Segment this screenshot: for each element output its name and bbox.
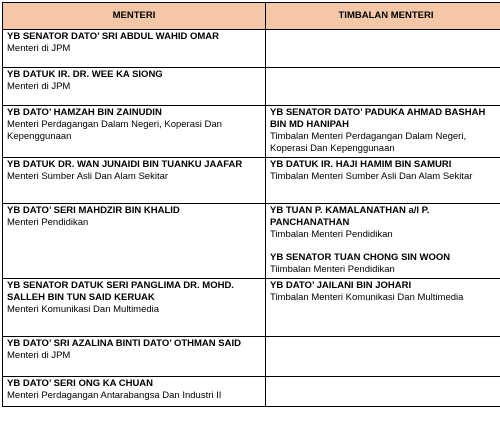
deputy-position: Timbalan Menteri Komunikasi Dan Multimedia: [270, 292, 464, 303]
deputy-position: Timbalan Menteri Pendidikan: [270, 229, 393, 240]
deputy-position: Timbalan Menteri Sumber Asli Dan Alam Sekitar: [270, 171, 473, 182]
deputy-position: Timbalan Menteri Perdagangan Dalam Negeri, Koperasi Dan Kepenggunaan: [270, 131, 467, 154]
deputy-name: YB SENATOR DATO’ PADUKA AHMAD BASHAH BIN MD HANIPAH: [270, 107, 486, 130]
menteri-cell: [3, 337, 266, 377]
deputy-name: YB DATUK IR. HAJI HAMIM BIN SAMURI: [270, 159, 452, 170]
minister-position: Menteri Perdagangan Dalam Negeri, Koperasi Dan Kepenggunaan: [7, 119, 222, 142]
table-row: [3, 68, 500, 106]
minister-position: Menteri Perdagangan Antarabangsa Dan Industri II: [7, 390, 222, 401]
minister-name: YB SENATOR DATUK SERI PANGLIMA DR. MOHD. SALLEH BIN TUN SAID KERUAK: [7, 280, 234, 303]
timbalan-cell: [266, 30, 500, 68]
minister-position: Menteri di JPM: [7, 81, 71, 92]
menteri-cell: [3, 279, 266, 337]
timbalan-cell: [266, 204, 500, 279]
table-row: [3, 30, 500, 68]
timbalan-cell: [266, 337, 500, 377]
table-row: [3, 377, 500, 407]
timbalan-cell: [266, 158, 500, 204]
timbalan-cell: [266, 68, 500, 106]
timbalan-cell: [266, 106, 500, 158]
timbalan-cell: [266, 377, 500, 407]
minister-name: YB SENATOR DATO’ SRI ABDUL WAHID OMAR: [7, 31, 220, 42]
minister-position: Menteri di JPM: [7, 43, 71, 54]
minister-position: Menteri Pendidikan: [7, 217, 89, 228]
table-row: [3, 106, 500, 158]
minister-name: YB DATUK IR. DR. WEE KA SIONG: [7, 69, 163, 80]
timbalan-cell: [266, 279, 500, 337]
minister-name: YB DATUK DR. WAN JUNAIDI BIN TUANKU JAAFAR: [7, 159, 243, 170]
header-menteri: MENTERI: [3, 3, 266, 30]
deputy-name: YB TUAN P. KAMALANATHAN a/l P. PANCHANATHAN: [270, 205, 430, 228]
ministers-table: [2, 2, 500, 407]
minister-position: Menteri Komunikasi Dan Multimedia: [7, 304, 160, 315]
menteri-cell: [3, 68, 266, 106]
table-row: [3, 337, 500, 377]
deputy-name: YB SENATOR TUAN CHONG SIN WOON: [270, 252, 451, 263]
minister-name: YB DATO’ HAMZAH BIN ZAINUDIN: [7, 107, 162, 118]
table-row: [3, 204, 500, 279]
minister-name: YB DATO’ SERI MAHDZIR BIN KHALID: [7, 205, 180, 216]
table-row: [3, 279, 500, 337]
minister-position: Menteri di JPM: [7, 350, 71, 361]
deputy-position: Tiimbalan Menteri Pendidikan: [270, 264, 395, 275]
minister-position: Menteri Sumber Asli Dan Alam Sekitar: [7, 171, 169, 182]
menteri-cell: [3, 204, 266, 279]
deputy-name: YB DATO’ JAILANI BIN JOHARI: [270, 280, 412, 291]
menteri-cell: [3, 377, 266, 407]
minister-name: YB DATO’ SRI AZALINA BINTI DATO’ OTHMAN SAID: [7, 338, 241, 349]
table-row: [3, 158, 500, 204]
header-row: [3, 3, 500, 30]
menteri-cell: [3, 30, 266, 68]
minister-name: YB DATO’ SERI ONG KA CHUAN: [7, 378, 154, 389]
menteri-cell: [3, 158, 266, 204]
menteri-cell: [3, 106, 266, 158]
header-timbalan-menteri: TIMBALAN MENTERI: [266, 3, 500, 30]
